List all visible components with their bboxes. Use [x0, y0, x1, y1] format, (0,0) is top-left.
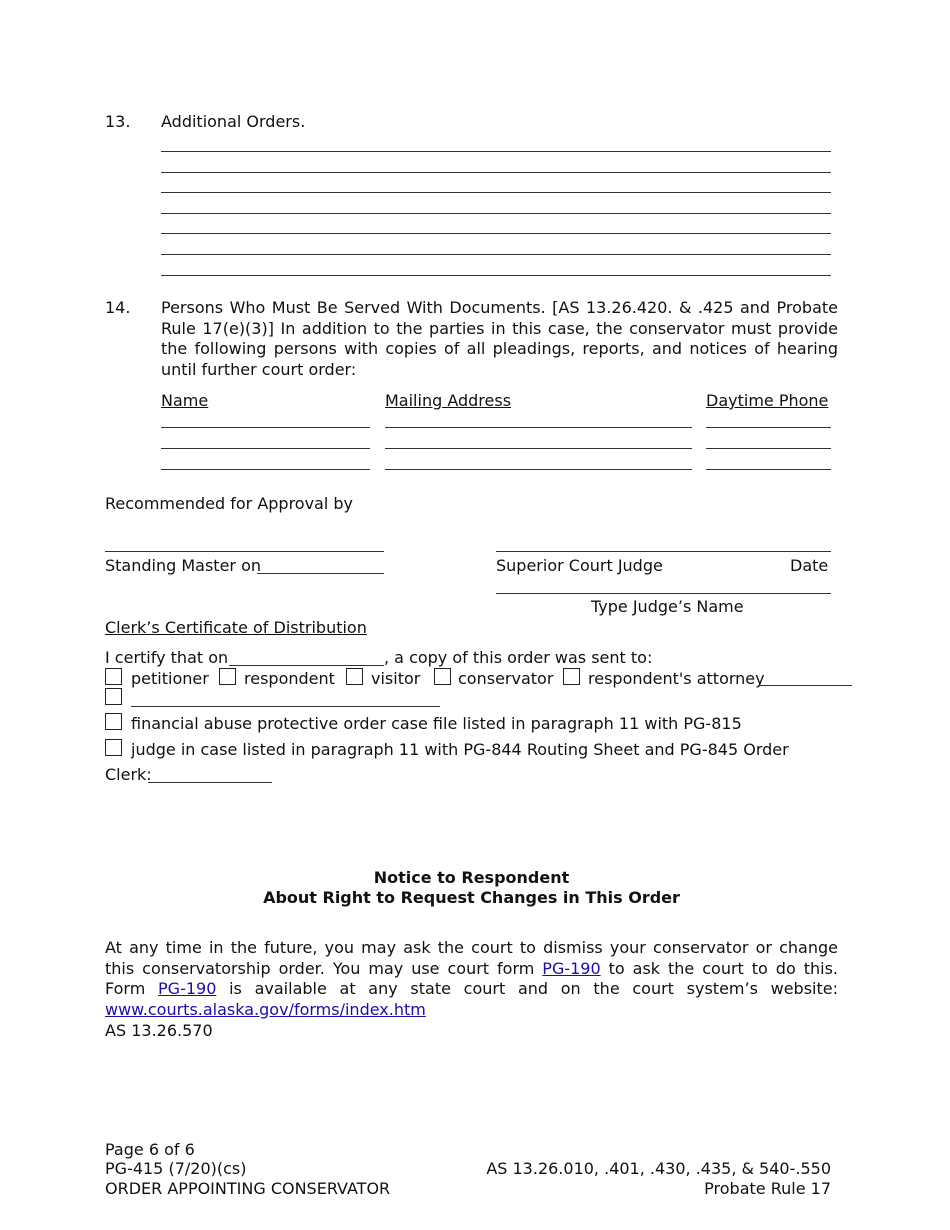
certify-prefix: I certify that on [105, 648, 229, 667]
certify-date-line[interactable] [229, 665, 384, 666]
additional-orders-line-2[interactable] [161, 172, 831, 173]
respondents-attorney-label: respondent's attorney [588, 669, 765, 688]
notice-text-a: At any time in the future, you may ask the court to dismiss your conservator or change this conservatorship order. You may use court form [105, 938, 838, 978]
additional-orders-line-6[interactable] [161, 254, 831, 255]
pg-190-link-2[interactable]: PG-190 [158, 979, 217, 998]
notice-text-b: to ask the court to do this. Form [105, 958, 838, 998]
petitioner-checkbox[interactable] [105, 668, 122, 685]
other-recipient-line[interactable] [131, 706, 440, 707]
notice-paragraph [105, 938, 838, 1020]
item-13-title: Additional Orders. [161, 112, 306, 131]
item-14-number: 14. [105, 298, 131, 317]
footer-page-number: Page 6 of 6 [105, 1140, 195, 1159]
clerk-signature-line[interactable] [148, 782, 272, 783]
clerk-certificate-heading: Clerk’s Certificate of Distribution [105, 618, 367, 637]
other-recipient-checkbox[interactable] [105, 688, 122, 705]
respondent-checkbox[interactable] [219, 668, 236, 685]
judge-case-checkbox[interactable] [105, 739, 122, 756]
certify-suffix: , a copy of this order was sent to: [384, 648, 653, 667]
judge-case-label: judge in case listed in paragraph 11 with PG-844 Routing Sheet and PG-845 Order [131, 740, 789, 759]
superior-court-judge-label: Superior Court Judge [496, 556, 663, 575]
served-address-line-1[interactable] [385, 427, 692, 428]
judge-signature-line[interactable] [496, 551, 831, 552]
served-phone-line-1[interactable] [706, 427, 831, 428]
served-name-line-3[interactable] [161, 469, 370, 470]
conservator-checkbox[interactable] [434, 668, 451, 685]
notice-text-c: is available at any state court and on the court system’s website: [229, 979, 838, 998]
item-13-number: 13. [105, 112, 131, 131]
served-phone-line-2[interactable] [706, 448, 831, 449]
date-label: Date [790, 556, 829, 575]
additional-orders-line-4[interactable] [161, 213, 831, 214]
judge-name-line[interactable] [496, 593, 831, 594]
additional-orders-line-5[interactable] [161, 233, 831, 234]
column-header-mailing-address: Mailing Address [385, 391, 512, 410]
type-judge-name-label: Type Judge’s Name [591, 597, 744, 616]
clerk-label: Clerk: [105, 765, 152, 784]
notice-statute: AS 13.26.570 [105, 1021, 213, 1040]
column-header-daytime-phone: Daytime Phone [706, 391, 829, 410]
notice-title-line-2: About Right to Request Changes in This Order [263, 888, 680, 907]
notice-title-line-1: Notice to Respondent [373, 868, 570, 887]
footer-probate-rule: Probate Rule 17 [704, 1179, 831, 1198]
footer-form-title: ORDER APPOINTING CONSERVATOR [105, 1179, 391, 1198]
standing-master-date-line[interactable] [257, 573, 384, 574]
served-name-line-2[interactable] [161, 448, 370, 449]
financial-abuse-checkbox[interactable] [105, 713, 122, 730]
attorney-name-line[interactable] [758, 685, 852, 686]
court-website-link[interactable]: www.courts.alaska.gov/forms/index.htm [105, 999, 426, 1019]
financial-abuse-label: financial abuse protective order case file listed in paragraph 11 with PG-815 [131, 714, 742, 733]
footer-statutes: AS 13.26.010, .401, .430, .435, & 540-.550 [486, 1159, 831, 1178]
petitioner-label: petitioner [131, 669, 209, 688]
visitor-checkbox[interactable] [346, 668, 363, 685]
recommended-for-approval: Recommended for Approval by [105, 494, 354, 513]
additional-orders-line-7[interactable] [161, 275, 831, 276]
served-phone-line-3[interactable] [706, 469, 831, 470]
item-14-text: Persons Who Must Be Served With Documents. [AS 13.26.420. & .425 and Probate Rule 17(e)(3)] In addition to the parties in this case, the conservator must provide the following persons with copies of all pleadings, reports, and notices of hearing until further court order: [161, 298, 838, 379]
pg-190-link-1[interactable]: PG-190 [542, 958, 601, 978]
served-name-line-1[interactable] [161, 427, 370, 428]
served-address-line-3[interactable] [385, 469, 692, 470]
additional-orders-line-3[interactable] [161, 192, 831, 193]
respondent-label: respondent [244, 669, 335, 688]
conservator-label: conservator [458, 669, 554, 688]
additional-orders-line-1[interactable] [161, 151, 831, 152]
footer-form-id: PG-415 (7/20)(cs) [105, 1159, 247, 1178]
visitor-label: visitor [371, 669, 421, 688]
standing-master-signature-line[interactable] [105, 551, 384, 552]
standing-master-label: Standing Master on [105, 556, 262, 575]
respondents-attorney-checkbox[interactable] [563, 668, 580, 685]
served-address-line-2[interactable] [385, 448, 692, 449]
column-header-name: Name [161, 391, 209, 410]
